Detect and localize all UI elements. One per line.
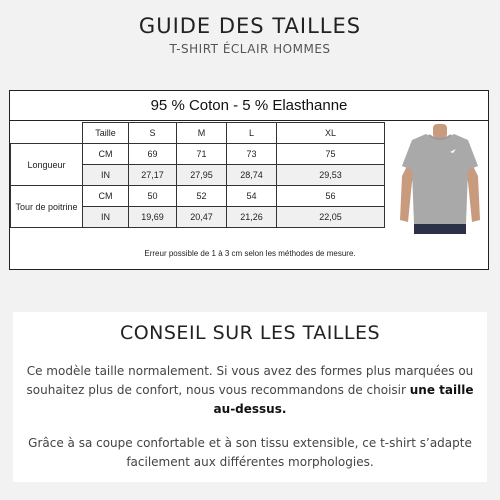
tshirt-model-illustration bbox=[396, 124, 484, 234]
value-cell: 29,53 bbox=[277, 165, 385, 186]
size-header-s: S bbox=[129, 123, 177, 144]
unit-cell: IN bbox=[83, 165, 129, 186]
page-title: GUIDE DES TAILLES bbox=[138, 14, 362, 38]
value-cell: 19,69 bbox=[129, 207, 177, 228]
corner-cell bbox=[11, 123, 83, 144]
value-cell: 73 bbox=[227, 144, 277, 165]
unit-cell: CM bbox=[83, 186, 129, 207]
size-header-row bbox=[11, 123, 385, 144]
table-row bbox=[11, 144, 385, 165]
advice-highlight: une taille au-dessus. bbox=[213, 383, 474, 416]
value-cell: 75 bbox=[277, 144, 385, 165]
value-cell: 50 bbox=[129, 186, 177, 207]
size-header-m: M bbox=[177, 123, 227, 144]
advice-paragraph-2: Grâce à sa coupe confortable et à son tissu extensible, ce t-shirt s’adapte facilement aux différentes morphologies. bbox=[28, 436, 472, 469]
size-chart-panel bbox=[9, 90, 489, 270]
value-cell: 28,74 bbox=[227, 165, 277, 186]
advice-paragraph-1 bbox=[23, 362, 477, 419]
page-subtitle: T-SHIRT ÉCLAIR HOMMES bbox=[169, 42, 331, 56]
advice-text: Ce modèle taille normalement. Si vous avez des formes plus marquées ou souhaitez plus de confort, nous vous recommandons de choisir bbox=[26, 364, 474, 397]
value-cell: 22,05 bbox=[277, 207, 385, 228]
value-cell: 20,47 bbox=[177, 207, 227, 228]
value-cell: 27,95 bbox=[177, 165, 227, 186]
unit-cell: CM bbox=[83, 144, 129, 165]
value-cell: 71 bbox=[177, 144, 227, 165]
value-cell: 52 bbox=[177, 186, 227, 207]
value-cell: 27,17 bbox=[129, 165, 177, 186]
size-header-label: Taille bbox=[83, 123, 129, 144]
measurement-note: Erreur possible de 1 à 3 cm selon les méthodes de mesure. bbox=[144, 249, 356, 258]
advice-title: CONSEIL SUR LES TAILLES bbox=[119, 322, 381, 344]
size-table bbox=[10, 122, 385, 228]
measure-chest: Tour de poitrine bbox=[11, 186, 83, 228]
value-cell: 54 bbox=[227, 186, 277, 207]
size-header-l: L bbox=[227, 123, 277, 144]
table-row bbox=[11, 186, 385, 207]
value-cell: 21,26 bbox=[227, 207, 277, 228]
size-header-xl: XL bbox=[277, 123, 385, 144]
size-advice-section bbox=[13, 312, 487, 482]
measure-length: Longueur bbox=[11, 144, 83, 186]
value-cell: 56 bbox=[277, 186, 385, 207]
fabric-composition: 95 % Coton - 5 % Elasthanne bbox=[150, 97, 348, 114]
unit-cell: IN bbox=[83, 207, 129, 228]
divider bbox=[10, 120, 488, 121]
value-cell: 69 bbox=[129, 144, 177, 165]
tshirt-model-photo-icon bbox=[396, 124, 484, 234]
